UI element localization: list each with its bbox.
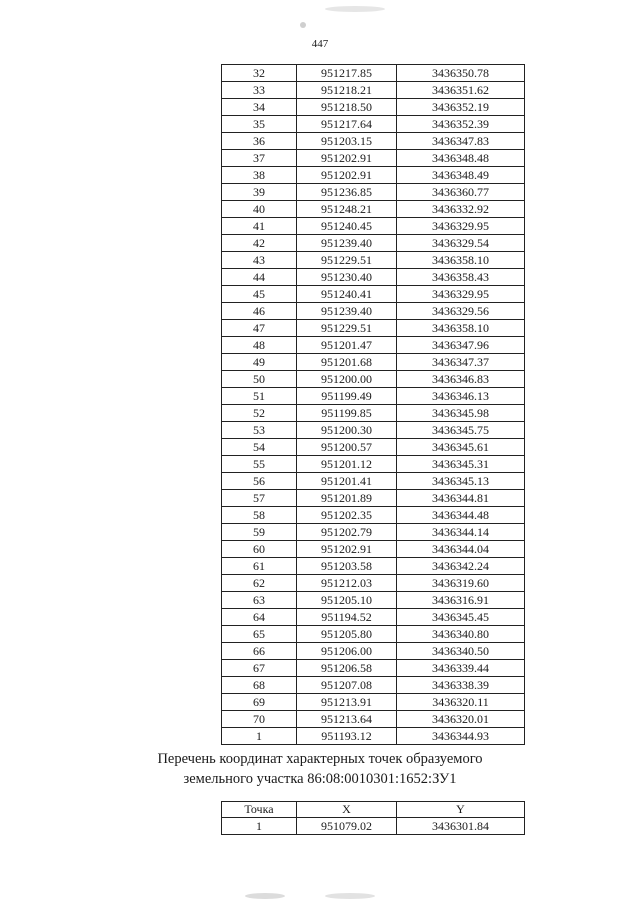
x-coordinate-cell: 951203.15 (297, 133, 397, 150)
point-number-cell: 64 (222, 609, 297, 626)
point-number-cell: 62 (222, 575, 297, 592)
x-coordinate-cell: 951217.85 (297, 65, 397, 82)
point-number-cell: 49 (222, 354, 297, 371)
table-row (222, 184, 525, 201)
x-coordinate-cell: 951200.30 (297, 422, 397, 439)
header-x: X (297, 802, 397, 818)
point-number-cell: 46 (222, 303, 297, 320)
x-coordinate-cell: 951199.49 (297, 388, 397, 405)
point-number-cell: 67 (222, 660, 297, 677)
y-coordinate-cell: 3436351.62 (397, 82, 525, 99)
table-row (222, 575, 525, 592)
y-coordinate-cell: 3436345.31 (397, 456, 525, 473)
y-coordinate-cell: 3436329.95 (397, 218, 525, 235)
y-coordinate-cell: 3436340.80 (397, 626, 525, 643)
x-coordinate-cell: 951239.40 (297, 303, 397, 320)
point-number-cell: 48 (222, 337, 297, 354)
y-coordinate-cell: 3436344.14 (397, 524, 525, 541)
table-row (222, 818, 525, 835)
table-row (222, 371, 525, 388)
x-coordinate-cell: 951200.00 (297, 371, 397, 388)
y-coordinate-cell: 3436345.61 (397, 439, 525, 456)
table-row (222, 490, 525, 507)
y-coordinate-cell: 3436360.77 (397, 184, 525, 201)
x-coordinate-cell: 951193.12 (297, 728, 397, 745)
table-row (222, 626, 525, 643)
scan-smudge-top (325, 6, 385, 12)
x-coordinate-cell: 951202.79 (297, 524, 397, 541)
x-coordinate-cell: 951202.91 (297, 167, 397, 184)
y-coordinate-cell: 3436329.95 (397, 286, 525, 303)
point-number-cell: 43 (222, 252, 297, 269)
x-coordinate-cell: 951236.85 (297, 184, 397, 201)
x-coordinate-cell: 951240.45 (297, 218, 397, 235)
table-row (222, 320, 525, 337)
y-coordinate-cell: 3436301.84 (397, 818, 525, 835)
table-row (222, 558, 525, 575)
point-number-cell: 52 (222, 405, 297, 422)
table-row (222, 218, 525, 235)
y-coordinate-cell: 3436339.44 (397, 660, 525, 677)
table-row (222, 354, 525, 371)
x-coordinate-cell: 951218.21 (297, 82, 397, 99)
x-coordinate-cell: 951201.41 (297, 473, 397, 490)
x-coordinate-cell: 951229.51 (297, 252, 397, 269)
scan-smudge-top-mark (300, 22, 306, 28)
y-coordinate-cell: 3436345.45 (397, 609, 525, 626)
y-coordinate-cell: 3436347.96 (397, 337, 525, 354)
table-row (222, 99, 525, 116)
table-row (222, 405, 525, 422)
point-number-cell: 42 (222, 235, 297, 252)
point-number-cell: 56 (222, 473, 297, 490)
x-coordinate-cell: 951206.00 (297, 643, 397, 660)
table-row (222, 201, 525, 218)
table-row (222, 609, 525, 626)
y-coordinate-cell: 3436344.48 (397, 507, 525, 524)
point-number-cell: 63 (222, 592, 297, 609)
x-coordinate-cell: 951207.08 (297, 677, 397, 694)
y-coordinate-cell: 3436344.81 (397, 490, 525, 507)
table-row (222, 65, 525, 82)
y-coordinate-cell: 3436342.24 (397, 558, 525, 575)
coordinates-table (221, 64, 525, 745)
table-row (222, 116, 525, 133)
point-number-cell: 41 (222, 218, 297, 235)
table-row (222, 388, 525, 405)
table-row (222, 286, 525, 303)
x-coordinate-cell: 951205.80 (297, 626, 397, 643)
section-heading-line1: Перечень координат характерных точек образуемого (157, 751, 483, 767)
x-coordinate-cell: 951199.85 (297, 405, 397, 422)
point-number-cell: 68 (222, 677, 297, 694)
table-row (222, 507, 525, 524)
point-number-cell: 59 (222, 524, 297, 541)
x-coordinate-cell: 951248.21 (297, 201, 397, 218)
table-row (222, 541, 525, 558)
x-coordinate-cell: 951202.91 (297, 541, 397, 558)
point-number-cell: 51 (222, 388, 297, 405)
point-number-cell: 53 (222, 422, 297, 439)
x-coordinate-cell: 951239.40 (297, 235, 397, 252)
header-y: Y (397, 802, 525, 818)
y-coordinate-cell: 3436347.37 (397, 354, 525, 371)
x-coordinate-cell: 951202.35 (297, 507, 397, 524)
table-header-row (222, 802, 525, 818)
y-coordinate-cell: 3436320.11 (397, 694, 525, 711)
point-number-cell: 65 (222, 626, 297, 643)
y-coordinate-cell: 3436338.39 (397, 677, 525, 694)
point-number-cell: 32 (222, 65, 297, 82)
point-number-cell: 1 (222, 728, 297, 745)
y-coordinate-cell: 3436345.13 (397, 473, 525, 490)
point-number-cell: 34 (222, 99, 297, 116)
parcel-points-table (221, 801, 525, 835)
y-coordinate-cell: 3436332.92 (397, 201, 525, 218)
table-row (222, 439, 525, 456)
point-number-cell: 55 (222, 456, 297, 473)
table-row (222, 677, 525, 694)
point-number-cell: 33 (222, 82, 297, 99)
y-coordinate-cell: 3436340.50 (397, 643, 525, 660)
x-coordinate-cell: 951201.12 (297, 456, 397, 473)
x-coordinate-cell: 951206.58 (297, 660, 397, 677)
x-coordinate-cell: 951194.52 (297, 609, 397, 626)
point-number-cell: 37 (222, 150, 297, 167)
y-coordinate-cell: 3436358.10 (397, 320, 525, 337)
x-coordinate-cell: 951203.58 (297, 558, 397, 575)
point-number-cell: 40 (222, 201, 297, 218)
y-coordinate-cell: 3436348.49 (397, 167, 525, 184)
header-point: Точка (222, 802, 297, 818)
y-coordinate-cell: 3436319.60 (397, 575, 525, 592)
y-coordinate-cell: 3436344.93 (397, 728, 525, 745)
y-coordinate-cell: 3436344.04 (397, 541, 525, 558)
table-row (222, 303, 525, 320)
point-number-cell: 60 (222, 541, 297, 558)
scan-smudge-bottom (245, 893, 285, 899)
x-coordinate-cell: 951200.57 (297, 439, 397, 456)
x-coordinate-cell: 951205.10 (297, 592, 397, 609)
point-number-cell: 58 (222, 507, 297, 524)
x-coordinate-cell: 951202.91 (297, 150, 397, 167)
y-coordinate-cell: 3436348.48 (397, 150, 525, 167)
x-coordinate-cell: 951217.64 (297, 116, 397, 133)
table-row (222, 269, 525, 286)
point-number-cell: 1 (222, 818, 297, 835)
y-coordinate-cell: 3436316.91 (397, 592, 525, 609)
table-row (222, 82, 525, 99)
x-coordinate-cell: 951213.64 (297, 711, 397, 728)
table-row (222, 643, 525, 660)
point-number-cell: 66 (222, 643, 297, 660)
x-coordinate-cell: 951229.51 (297, 320, 397, 337)
x-coordinate-cell: 951213.91 (297, 694, 397, 711)
y-coordinate-cell: 3436345.75 (397, 422, 525, 439)
scan-smudge-bottom-2 (325, 893, 375, 899)
table-row (222, 337, 525, 354)
table-row (222, 422, 525, 439)
table-row (222, 235, 525, 252)
x-coordinate-cell: 951079.02 (297, 818, 397, 835)
table-row (222, 456, 525, 473)
table-row (222, 728, 525, 745)
section-heading-line2: земельного участка 86:08:0010301:1652:ЗУ1 (183, 771, 457, 787)
x-coordinate-cell: 951230.40 (297, 269, 397, 286)
table-row (222, 524, 525, 541)
point-number-cell: 35 (222, 116, 297, 133)
table-row (222, 660, 525, 677)
y-coordinate-cell: 3436320.01 (397, 711, 525, 728)
point-number-cell: 38 (222, 167, 297, 184)
point-number-cell: 47 (222, 320, 297, 337)
x-coordinate-cell: 951218.50 (297, 99, 397, 116)
parcel-points-table-body (222, 818, 525, 835)
x-coordinate-cell: 951201.68 (297, 354, 397, 371)
table-row (222, 711, 525, 728)
y-coordinate-cell: 3436358.10 (397, 252, 525, 269)
table-row (222, 252, 525, 269)
point-number-cell: 45 (222, 286, 297, 303)
x-coordinate-cell: 951240.41 (297, 286, 397, 303)
table-row (222, 133, 525, 150)
table-row (222, 150, 525, 167)
y-coordinate-cell: 3436352.39 (397, 116, 525, 133)
y-coordinate-cell: 3436346.13 (397, 388, 525, 405)
point-number-cell: 57 (222, 490, 297, 507)
y-coordinate-cell: 3436358.43 (397, 269, 525, 286)
table-row (222, 473, 525, 490)
table-row (222, 167, 525, 184)
y-coordinate-cell: 3436346.83 (397, 371, 525, 388)
table-row (222, 592, 525, 609)
point-number-cell: 54 (222, 439, 297, 456)
page-number: 447 (311, 38, 329, 50)
table-row (222, 694, 525, 711)
y-coordinate-cell: 3436329.54 (397, 235, 525, 252)
x-coordinate-cell: 951201.89 (297, 490, 397, 507)
y-coordinate-cell: 3436329.56 (397, 303, 525, 320)
point-number-cell: 69 (222, 694, 297, 711)
point-number-cell: 61 (222, 558, 297, 575)
x-coordinate-cell: 951201.47 (297, 337, 397, 354)
x-coordinate-cell: 951212.03 (297, 575, 397, 592)
point-number-cell: 44 (222, 269, 297, 286)
point-number-cell: 36 (222, 133, 297, 150)
y-coordinate-cell: 3436352.19 (397, 99, 525, 116)
point-number-cell: 50 (222, 371, 297, 388)
y-coordinate-cell: 3436350.78 (397, 65, 525, 82)
y-coordinate-cell: 3436347.83 (397, 133, 525, 150)
point-number-cell: 39 (222, 184, 297, 201)
coordinates-table-body (222, 65, 525, 745)
point-number-cell: 70 (222, 711, 297, 728)
y-coordinate-cell: 3436345.98 (397, 405, 525, 422)
